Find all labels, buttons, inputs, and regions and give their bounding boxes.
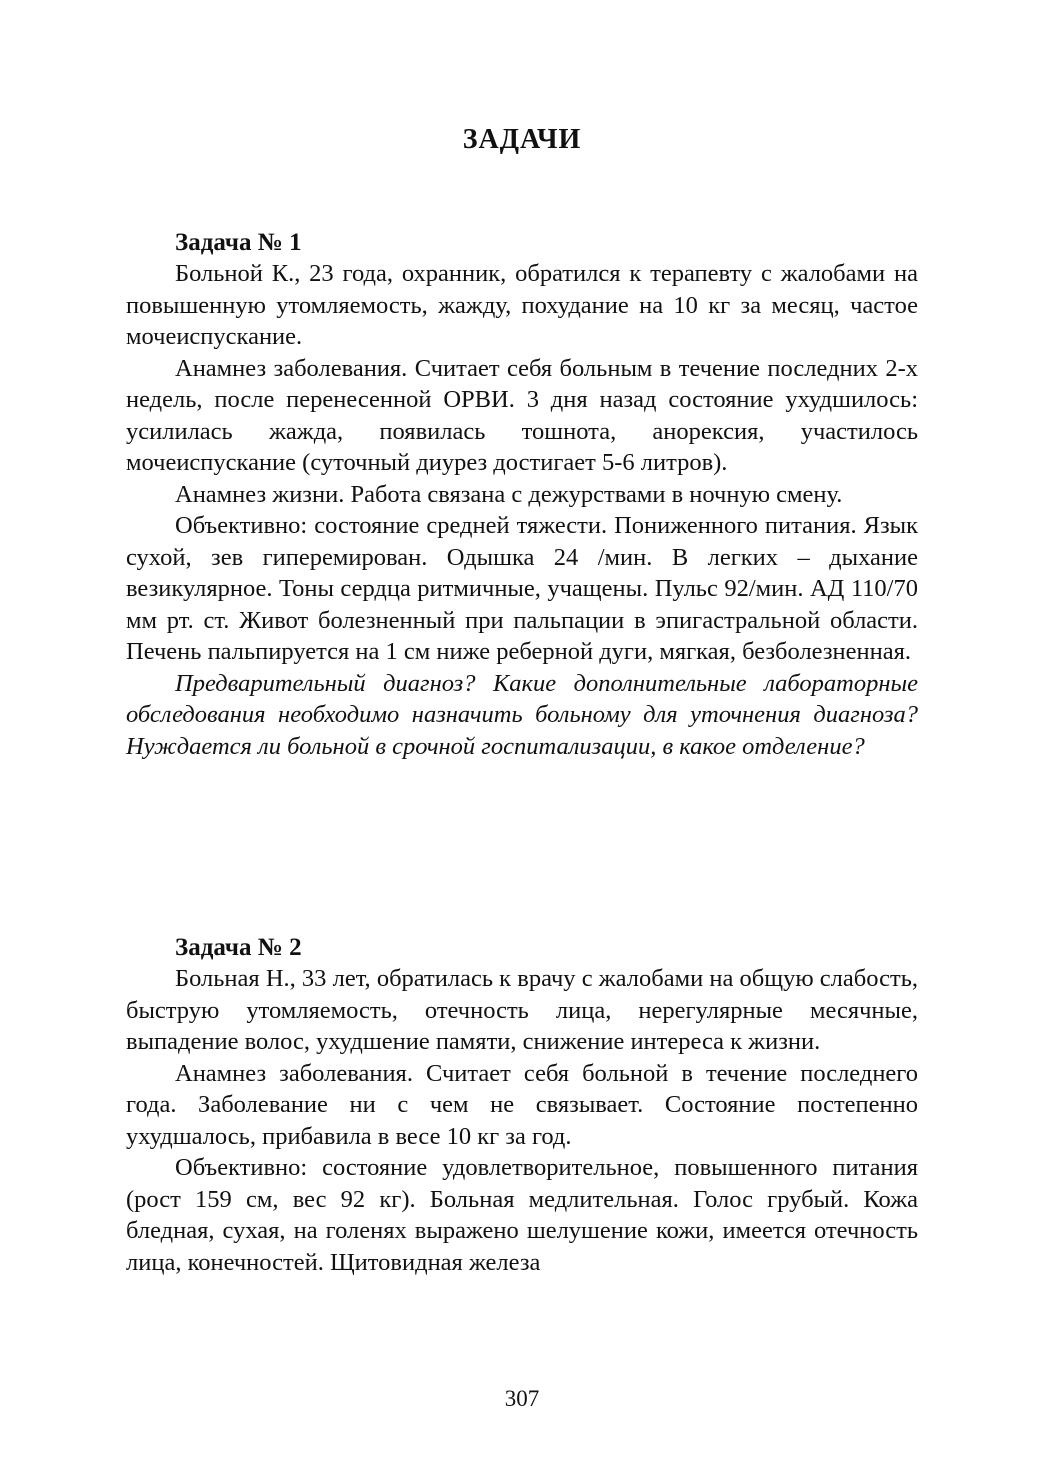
task-title: Задача № 2	[175, 934, 302, 961]
page-number: 307	[504, 1386, 540, 1411]
task-objective-exam: Объективно: состояние средней тяжести. Пониженного питания. Язык сухой, зев гиперемирован. Одышка 24 /мин. В легких – дыхание везикулярное. Тоны сердца ритмичные, учащены. Пульс 92/мин. АД 110/70 мм рт. ст. Живот болезненный при пальпации в эпигастральной области. Печень пальпируется на 1 см ниже реберной дуги, мягкая, безболезненная.	[126, 512, 918, 665]
document-page	[126, 0, 918, 1472]
task-2	[126, 932, 918, 1278]
task-1	[126, 227, 918, 762]
task-disease-history: Анамнез заболевания. Считает себя больной в течение последнего года. Заболевание ни с чем не связывает. Состояние постепенно ухудшалось, прибавила в весе 10 кг за год.	[126, 1059, 918, 1150]
task-complaints: Больная Н., 33 лет, обратилась к врачу с жалобами на общую слабость, быструю утомляемость, отечность лица, нерегулярные месячные, выпадение волос, ухудшение памяти, снижение интереса к жизни.	[126, 965, 918, 1055]
task-objective-exam: Объективно: состояние удовлетворительное, повышенного питания (рост 159 см, вес 92 кг). Больная медлительная. Голос грубый. Кожа бледная, сухая, на голенях выражено шелушение кожи, имеется отечность лица, конечностей. Щитовидная железа	[126, 1154, 918, 1276]
task-complaints: Больной К., 23 года, охранник, обратился к терапевту с жалобами на повышенную утомляемость, жажду, похудание на 10 кг за месяц, частое мочеиспускание.	[126, 260, 918, 350]
page-heading: ЗАДАЧИ	[462, 124, 582, 155]
task-life-history: Анамнез жизни. Работа связана с дежурствами в ночную смену.	[175, 480, 843, 508]
task-question: Предварительный диагноз? Какие дополнительные лабораторные обследования необходимо назначить больному для уточнения диагноза? Нуждается ли больной в срочной госпитализации, в какое отделение?	[126, 669, 918, 760]
task-disease-history: Анамнез заболевания. Считает себя больным в течение последних 2-х недель, после перенесенной ОРВИ. 3 дня назад состояние ухудшилось: усилилась жажда, появилась тошнота, анорексия, участилось мочеиспускание (суточный диурез достигает 5-6 литров).	[126, 354, 918, 476]
task-title: Задача № 1	[175, 229, 302, 256]
